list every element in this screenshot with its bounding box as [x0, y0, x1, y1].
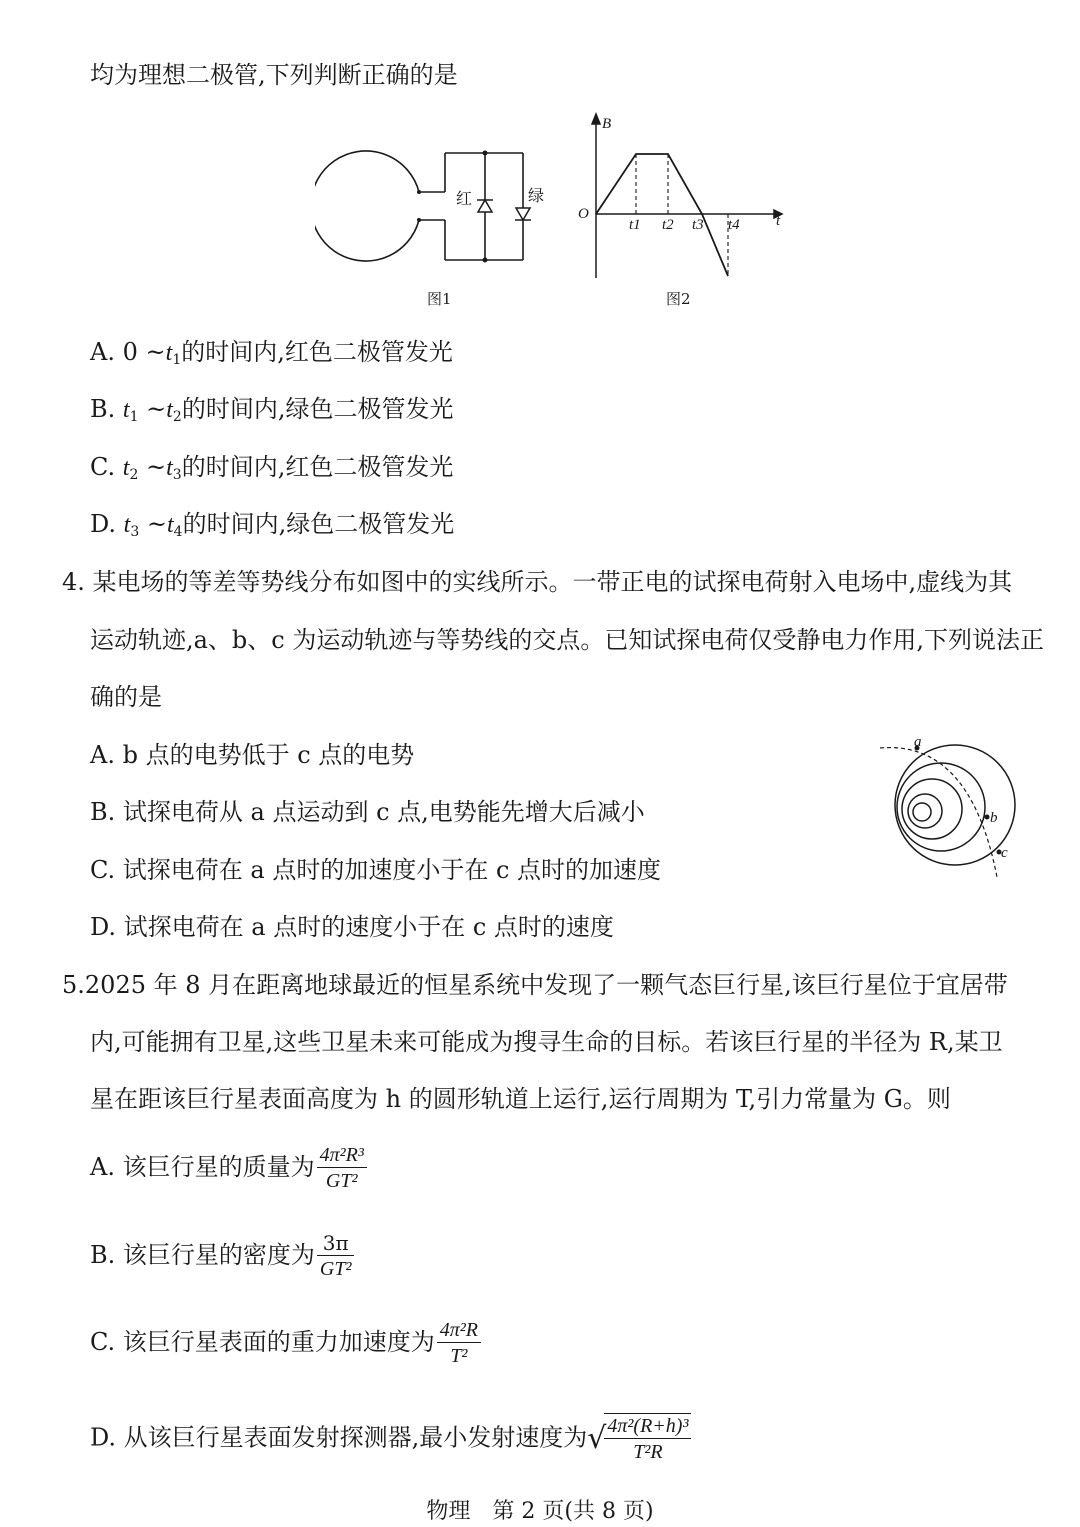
tick-t1: t1: [629, 217, 641, 233]
q4-option-a: A. b 点的电势低于 c 点的电势: [90, 741, 415, 769]
tick-t2: t2: [662, 217, 674, 233]
q5-line-3: 星在距该巨行星表面高度为 h 的圆形轨道上运行,运行周期为 T,引力常量为 G。则: [90, 1085, 951, 1113]
tick-t3: t3: [692, 217, 704, 233]
tick-t4: t4: [728, 217, 740, 233]
red-diode-icon: [477, 200, 493, 212]
fraction: $\frac{\text{4π²R}}{\text{T²}}$: [437, 1318, 481, 1369]
figure-equipotential: [875, 735, 1035, 900]
point-c-label: c: [1001, 845, 1008, 861]
fraction: $\frac{3\pi}{\text{GT²}}$: [317, 1231, 355, 1282]
q4-line-1: 4. 某电场的等差等势线分布如图中的实线所示。一带正电的试探电荷射入电场中,虚线为其: [62, 568, 1013, 596]
page-footer: 物理 第 2 页(共 8 页): [426, 1499, 654, 1524]
q5-option-a: A. 该巨行星的质量为 $\frac{\text{4π²R³}}{\text{GT²}}$: [90, 1143, 369, 1194]
origin-label: O: [578, 206, 589, 222]
question-intro: 均为理想二极管,下列判断正确的是: [90, 61, 458, 89]
q5-line-1: 5.2025 年 8 月在距离地球最近的恒星系统中发现了一颗气态巨行星,该巨行星位于宜居带: [62, 971, 1008, 999]
figure-1-circuit: [315, 140, 535, 270]
figure-2-caption: 图2: [666, 290, 691, 308]
point-a-label: a: [914, 734, 922, 750]
green-label: 绿: [528, 186, 545, 205]
t-axis-label: t: [776, 213, 781, 229]
q5-line-2: 内,可能拥有卫星,这些卫星未来可能成为搜寻生命的目标。若该巨行星的半径为 R,某卫: [90, 1028, 1003, 1056]
q4-option-b: B. 试探电荷从 a 点运动到 c 点,电势能先增大后减小: [90, 798, 645, 826]
fraction: $\frac{\text{4π²R³}}{\text{GT²}}$: [317, 1143, 367, 1194]
q4-option-c: C. 试探电荷在 a 点时的加速度小于在 c 点时的加速度: [90, 856, 662, 884]
q3-option-b: B. $t_1$ $\sim t_2$的时间内,绿色二极管发光: [90, 395, 454, 425]
q3-option-a: A. 0 $\sim t_1$的时间内,红色二极管发光: [90, 338, 453, 368]
q5-option-b: B. 该巨行星的密度为 $\frac{3\pi}{\text{GT²}}$: [90, 1231, 356, 1282]
red-label: 红: [456, 189, 473, 208]
green-diode-icon: [515, 208, 531, 220]
b-axis-label: B: [602, 116, 612, 132]
q3-option-d: D. $t_3$ $\sim t_4$的时间内,绿色二极管发光: [90, 510, 455, 540]
sqrt-icon: √: [587, 1421, 607, 1456]
q3-option-c: C. $t_2$ $\sim t_3$的时间内,红色二极管发光: [90, 453, 454, 483]
q5-option-d: D. 从该巨行星表面发射探测器,最小发射速度为√ $\frac{\text{4π²(R+h)³}}{\text{T²R}}$: [90, 1413, 693, 1465]
figure-1-caption: 图1: [427, 290, 452, 308]
q4-line-2: 运动轨迹,a、b、c 为运动轨迹与等势线的交点。已知试探电荷仅受静电力作用,下列说法正: [90, 626, 1044, 654]
fraction: $\frac{\text{4π²(R+h)³}}{\text{T²R}}$: [604, 1413, 691, 1465]
figure-2-graph: [570, 110, 790, 285]
q4-option-d: D. 试探电荷在 a 点时的速度小于在 c 点时的速度: [90, 913, 614, 941]
point-b-label: b: [990, 810, 998, 826]
q5-option-c: C. 该巨行星表面的重力加速度为 $\frac{\text{4π²R}}{\text{T²}}$: [90, 1318, 483, 1369]
q4-line-3: 确的是: [90, 683, 162, 711]
